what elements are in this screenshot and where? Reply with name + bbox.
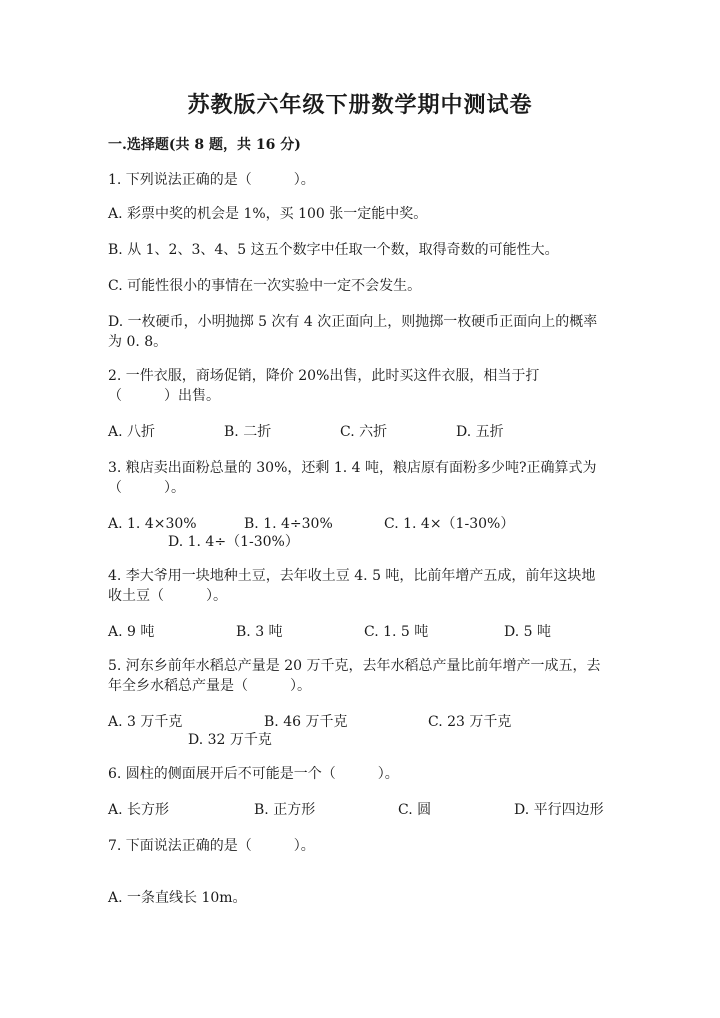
question-6-option-d: D. 平行四边形 — [514, 802, 604, 818]
question-4-option-d: D. 5 吨 — [504, 624, 551, 640]
question-5-option-d: D. 32 万千克 — [188, 732, 272, 748]
question-4-stem-continued: 收土豆（ ）。 — [108, 588, 227, 604]
question-1-option-a: A. 彩票中奖的机会是 1%，买 100 张一定能中奖。 — [108, 206, 428, 222]
question-4-option-a: A. 9 吨 — [108, 624, 155, 640]
question-3-option-b: B. 1. 4÷30% — [244, 516, 333, 532]
question-1-option-d-continued: 为 0. 8。 — [108, 334, 168, 350]
question-5-option-a: A. 3 万千克 — [108, 714, 183, 730]
section-heading: 一.选择题(共 8 题，共 16 分) — [108, 137, 301, 153]
question-2-option-c: C. 六折 — [340, 424, 388, 440]
question-7-option-a: A. 一条直线长 10m。 — [108, 890, 247, 906]
question-3-option-a: A. 1. 4×30% — [108, 516, 197, 532]
question-4-stem: 4. 李大爷用一块地种土豆，去年收土豆 4. 5 吨，比前年增产五成，前年这块地 — [108, 568, 596, 584]
question-3-stem: 3. 粮店卖出面粉总量的 30%，还剩 1. 4 吨，粮店原有面粉多少吨?正确算式为 — [108, 460, 597, 476]
question-7-stem: 7. 下面说法正确的是（ ）。 — [108, 838, 315, 854]
question-2-stem-continued: （ ）出售。 — [108, 388, 220, 404]
question-3-option-c: C. 1. 4×（1-30%） — [384, 516, 515, 532]
question-4-option-c: C. 1. 5 吨 — [364, 624, 429, 640]
question-1-option-c: C. 可能性很小的事情在一次实验中一定不会发生。 — [108, 278, 422, 294]
question-2-option-a: A. 八折 — [108, 424, 156, 440]
question-6-option-a: A. 长方形 — [108, 802, 170, 818]
question-1-stem: 1. 下列说法正确的是（ ）。 — [108, 172, 315, 188]
question-5-stem-continued: 年全乡水稻总产量是（ ）。 — [108, 678, 311, 694]
question-2-option-d: D. 五折 — [456, 424, 504, 440]
question-6-stem: 6. 圆柱的侧面展开后不可能是一个（ ）。 — [108, 766, 399, 782]
question-3-option-d: D. 1. 4÷（1-30%） — [168, 534, 299, 550]
question-2-stem: 2. 一件衣服，商场促销，降价 20%出售，此时买这件衣服，相当于打 — [108, 368, 540, 384]
page-title: 苏教版六年级下册数学期中测试卷 — [187, 92, 533, 118]
question-3-stem-continued: （ ）。 — [108, 480, 185, 496]
question-1-option-d: D. 一枚硬币，小明抛掷 5 次有 4 次正面向上，则抛掷一枚硬币正面向上的概率 — [108, 314, 598, 330]
question-2-option-b: B. 二折 — [224, 424, 272, 440]
question-5-option-b: B. 46 万千克 — [264, 714, 348, 730]
question-5-stem: 5. 河东乡前年水稻总产量是 20 万千克，去年水稻总产量比前年增产一成五，去 — [108, 658, 601, 674]
question-4-option-b: B. 3 吨 — [236, 624, 283, 640]
question-6-option-c: C. 圆 — [398, 802, 432, 818]
question-1-option-b: B. 从 1、2、3、4、5 这五个数字中任取一个数，取得奇数的可能性大。 — [108, 242, 559, 258]
question-5-option-c: C. 23 万千克 — [428, 714, 512, 730]
question-6-option-b: B. 正方形 — [254, 802, 316, 818]
